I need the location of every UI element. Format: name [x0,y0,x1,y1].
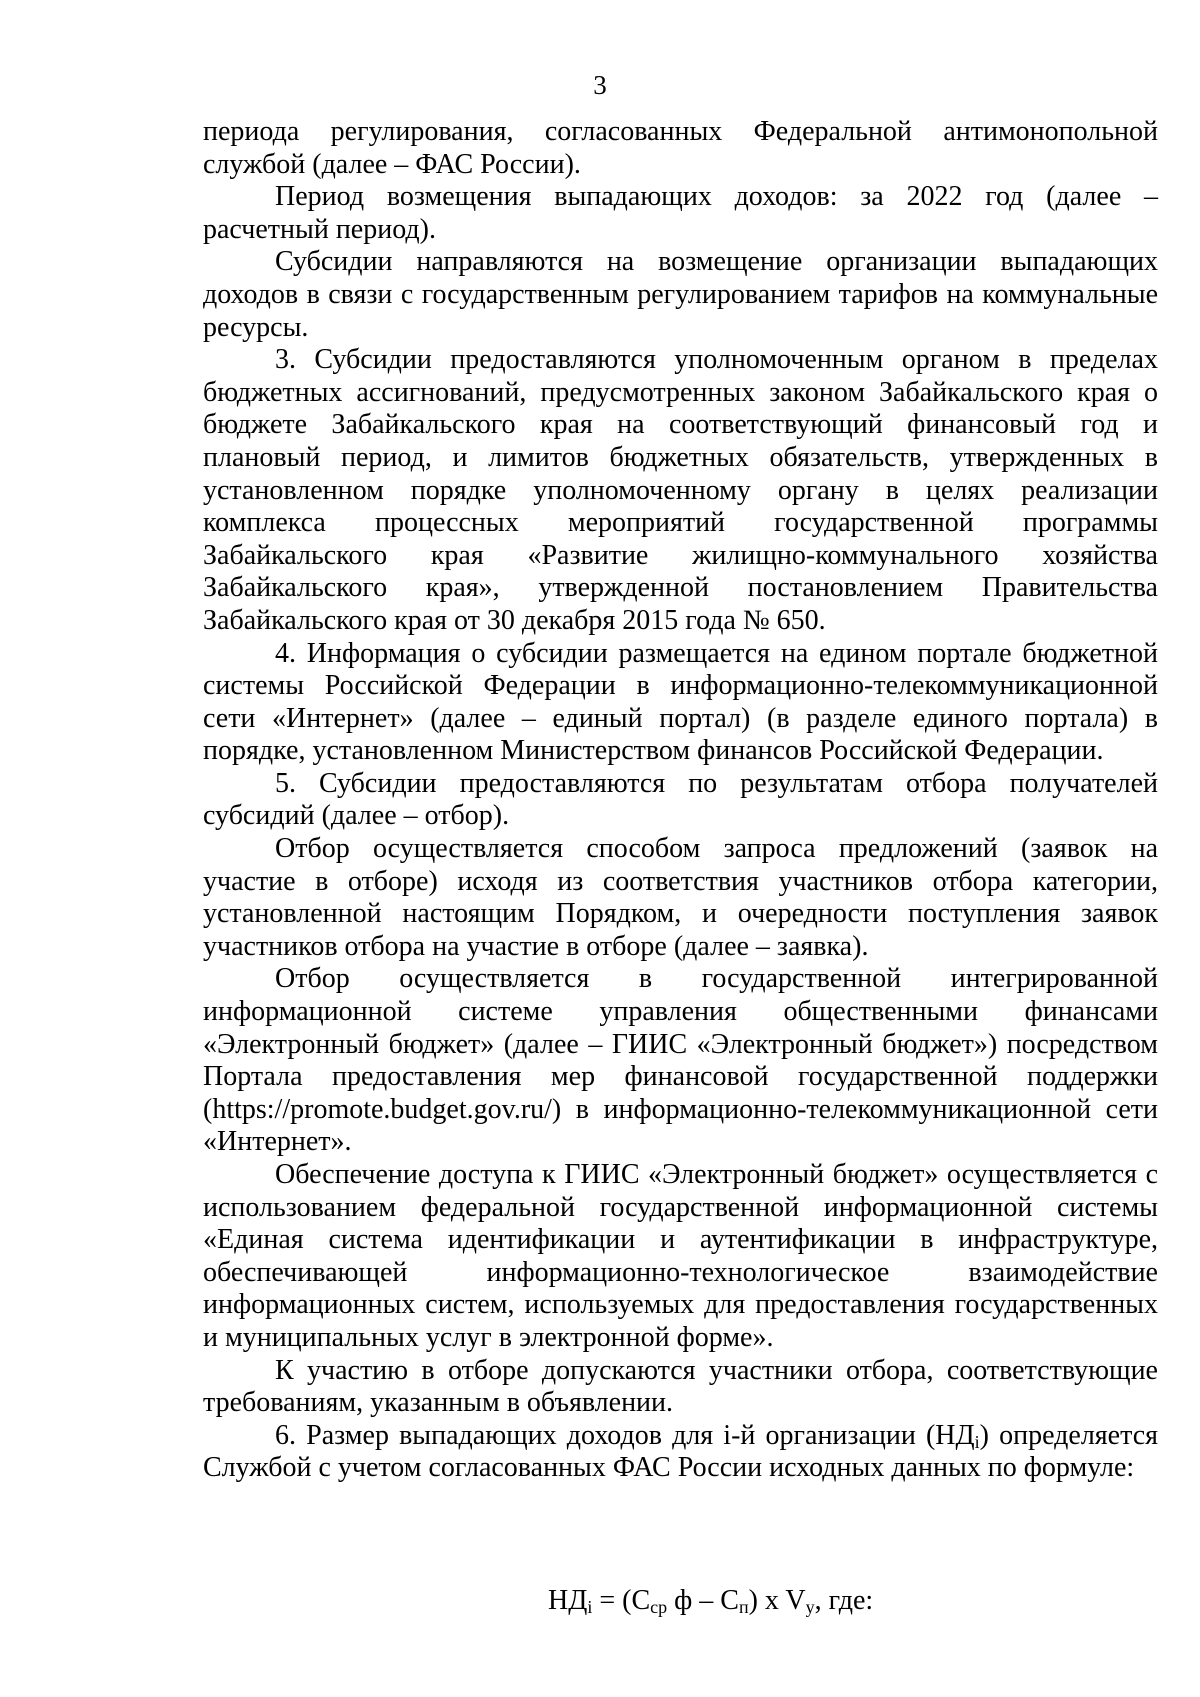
formula-times-v: ) x V [748,1585,806,1616]
paragraph-access: Обеспечение доступа к ГИИС «Электронный бюджет» осуществляется с использованием федеральной государственной информационной системы «Единая система идентификации и аутентификации в инфраструктуре, обеспечивающей информационно-технологическое взаимодействие информационных систем, используемых для предоставления государственных и муниципальных услуг в электронной форме». [203,1159,1158,1353]
formula-tail: , где: [814,1585,874,1616]
document-body [203,116,1158,1485]
paragraph-compensation-period: Период возмещения выпадающих доходов: за 2022 год (далее – расчетный период). [203,181,1158,245]
paragraph-item-5: 5. Субсидии предоставляются по результатам отбора получателей субсидий (далее – отбор). [203,767,1158,832]
formula-vy-subscript: у [805,1597,815,1617]
formula-csr-subscript: ср [650,1597,668,1617]
paragraph-selection-system: Отбор осуществляется в государственной интегрированной информационной системе управления общественными финансами «Электронный бюджет» (далее – ГИИС «Электронный бюджет») посредством Портала предоставления мер финансовой государственной поддержки (https://promote.budget.gov.ru/) в информационно-телекоммуникационной сети «Интернет». [203,963,1158,1158]
formula-nd: НД [548,1585,588,1616]
paragraph-participants: К участию в отборе допускаются участники отбора, соответствующие требованиям, указанным в объявлении. [203,1354,1158,1419]
item-6-text-after: ) определяется Службой с учетом согласованных ФАС России исходных данных по формуле: [203,1419,1158,1484]
paragraph-item-3: 3. Субсидии предоставляются уполномоченным органом в пределах бюджетных ассигнований, предусмотренных законом Забайкальского края о бюджете Забайкальского края на соответствующий финансовый год и плановый период, и лимитов бюджетных обязательств, утвержденных в установленном порядке уполномоченному органу в целях реализации комплекса процессных мероприятий государственной программы Забайкальского края «Развитие жилищно-коммунального хозяйства Забайкальского края», утвержденной постановлением Правительства Забайкальского края от 30 декабря 2015 года № 650. [203,344,1158,636]
paragraph-item-4: 4. Информация о субсидии размещается на едином портале бюджетной системы Российской Федерации в информационно-телекоммуникационной сети «Интернет» (далее – единый портал) (в разделе единого портала) в порядке, установленном Министерством финансов Российской Федерации. [203,637,1158,767]
formula-expression [548,1585,873,1617]
paragraph-item-6 [203,1420,1158,1485]
formula-phi-minus: ф – С [667,1585,739,1616]
item-6-text-before: 6. Размер выпадающих доходов для i-й организации (НД [275,1419,975,1451]
paragraph-continuation: периода регулирования, согласованных Федеральной антимонопольной службой (далее – ФАС России). [203,116,1158,180]
formula-open: = (С [592,1585,651,1616]
page-number: 3 [593,70,607,100]
item-6-subscript: i [974,1431,980,1452]
formula-cp-subscript: п [738,1597,749,1617]
formula-nd-subscript: i [587,1597,593,1617]
paragraph-selection-method: Отбор осуществляется способом запроса предложений (заявок на участие в отборе) исходя из соответствия участников отбора категории, установленной настоящим Порядком, и очередности поступления заявок участников отбора на участие в отборе (далее – заявка). [203,833,1158,962]
paragraph-subsidy-purpose: Субсидии направляются на возмещение организации выпадающих доходов в связи с государственным регулированием тарифов на коммунальные ресурсы. [203,246,1158,343]
